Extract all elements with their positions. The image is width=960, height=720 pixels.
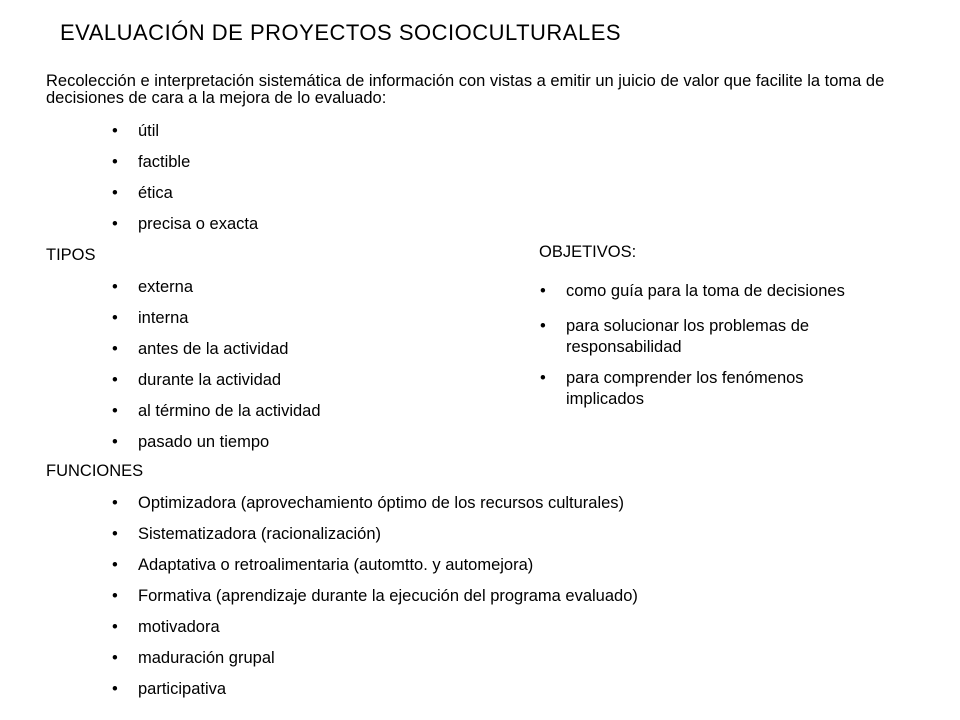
list-item-text: ética [138, 184, 173, 202]
objetivos-heading: OBJETIVOS: [539, 243, 637, 261]
list-item-text: factible [138, 153, 191, 171]
intro-paragraph: Recolección e interpretación sistemática de información con vistas a emitir un juicio de valor que facilite la toma de decisiones de cara a la mejora de lo evaluado: [46, 72, 885, 107]
bullet-icon: • [112, 680, 118, 698]
funciones-heading: FUNCIONES [46, 462, 144, 480]
list-item-text: como guía para la toma de decisiones [566, 282, 845, 300]
list-item [112, 401, 321, 432]
bullet-icon: • [112, 184, 118, 202]
bullet-icon: • [112, 433, 118, 451]
bullet-icon: • [112, 494, 118, 512]
list-item-text: pasado un tiempo [138, 433, 270, 451]
page-title: EVALUACIÓN DE PROYECTOS SOCIOCULTURALES [60, 20, 622, 45]
bullet-icon: • [112, 153, 118, 171]
list-item-text: para solucionar los problemas de responsabilidad [566, 317, 810, 356]
bullet-icon: • [112, 618, 118, 636]
bullet-icon: • [112, 402, 118, 420]
bullet-icon: • [112, 278, 118, 296]
list-item [540, 316, 866, 358]
list-item [112, 648, 638, 679]
list-item-text: externa [138, 278, 194, 296]
list-item [112, 183, 258, 214]
list-item [112, 555, 638, 586]
list-item-text: para comprender los fenómenos implicados [566, 369, 804, 408]
bullet-icon: • [112, 122, 118, 140]
list-item [112, 493, 638, 524]
bullet-icon: • [112, 215, 118, 233]
bullet-icon: • [112, 525, 118, 543]
list-item [112, 277, 321, 308]
list-item-text: Adaptativa o retroalimentaria (automtto. y automejora) [138, 556, 534, 574]
bullet-icon: • [112, 556, 118, 574]
bullet-icon: • [112, 371, 118, 389]
criteria-list [112, 121, 259, 245]
list-item-text: Sistematizadora (racionalización) [138, 525, 382, 543]
list-item-text: Formativa (aprendizaje durante la ejecución del programa evaluado) [138, 587, 638, 605]
bullet-icon: • [112, 340, 118, 358]
tipos-heading: TIPOS [46, 246, 96, 264]
list-item-text: motivadora [138, 618, 220, 636]
bullet-icon: • [112, 649, 118, 667]
bullet-icon: • [112, 309, 118, 327]
list-item-text: durante la actividad [138, 371, 282, 389]
list-item [112, 679, 638, 710]
list-item [540, 281, 926, 302]
list-item-text: interna [138, 309, 189, 327]
list-item-text: útil [138, 122, 160, 140]
list-item [112, 308, 321, 339]
objetivos-list [540, 281, 926, 410]
list-item [112, 524, 638, 555]
list-item-text: al término de la actividad [138, 402, 321, 420]
bullet-icon: • [540, 369, 546, 387]
list-item [112, 432, 321, 463]
tipos-list [112, 277, 321, 463]
list-item [112, 370, 321, 401]
bullet-icon: • [540, 317, 546, 335]
list-item [112, 121, 258, 152]
list-item [112, 586, 638, 617]
bullet-icon: • [540, 282, 546, 300]
list-item-text: precisa o exacta [138, 215, 259, 233]
list-item [112, 339, 321, 370]
funciones-list [112, 493, 638, 710]
list-item [112, 214, 259, 245]
bullet-icon: • [112, 587, 118, 605]
list-item [112, 617, 638, 648]
list-item-text: antes de la actividad [138, 340, 289, 358]
list-item-text: participativa [138, 680, 227, 698]
list-item-text: maduración grupal [138, 649, 275, 667]
list-item [112, 152, 258, 183]
list-item [540, 368, 866, 410]
list-item-text: Optimizadora (aprovechamiento óptimo de los recursos culturales) [138, 494, 625, 512]
